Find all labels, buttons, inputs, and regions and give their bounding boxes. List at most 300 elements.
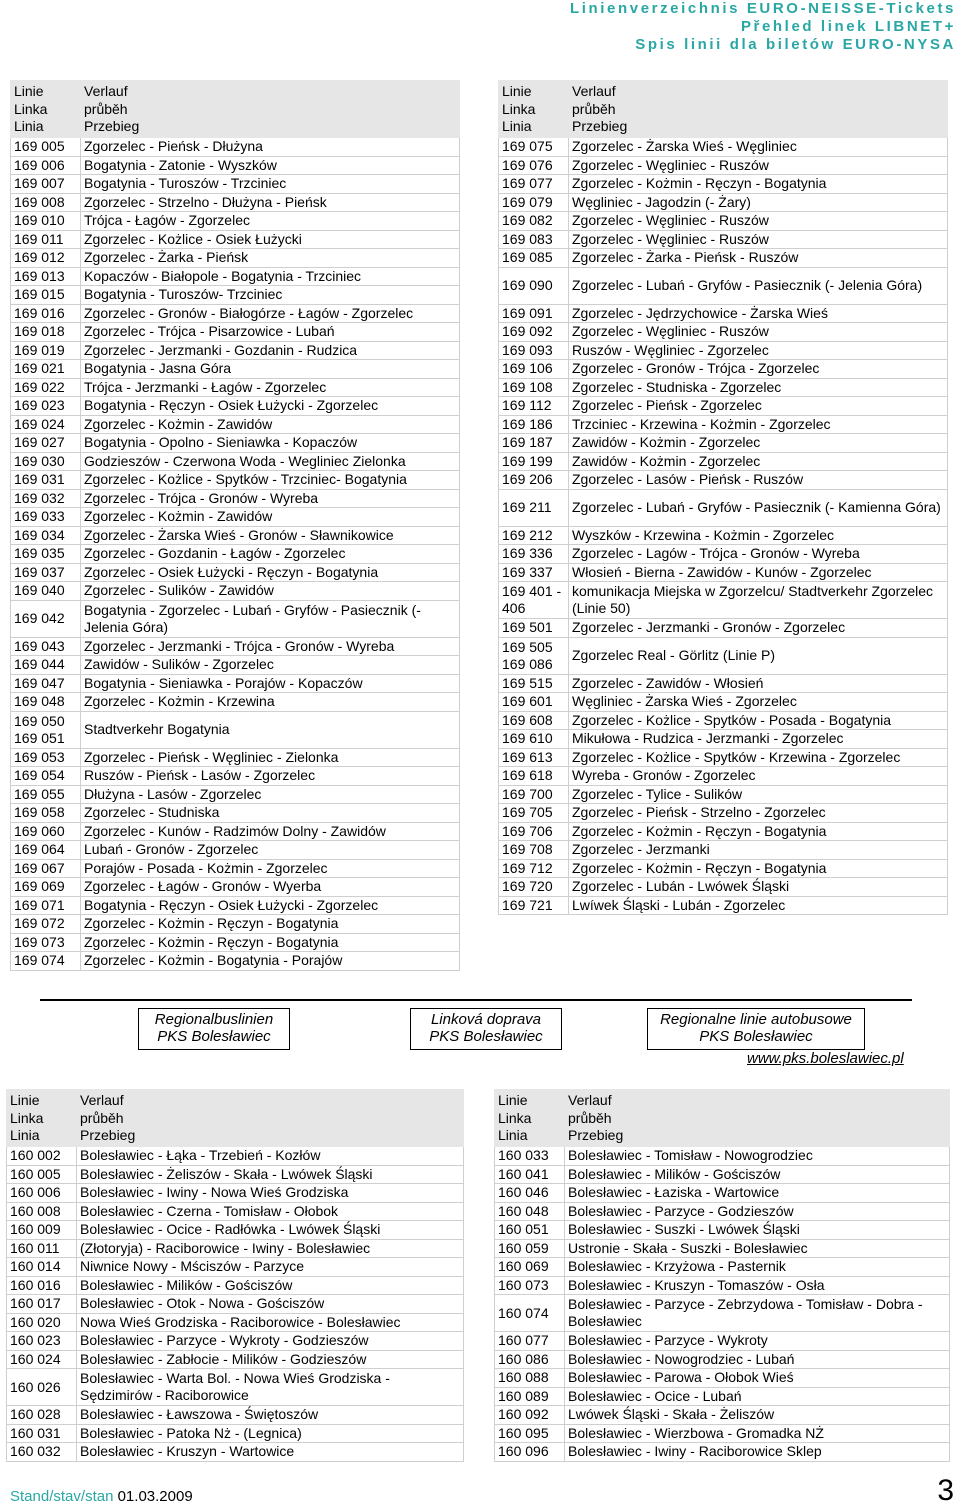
table-header-row	[499, 81, 948, 138]
line-number: 169 106	[499, 360, 569, 379]
line-number: 169 032	[11, 489, 81, 508]
table-row	[495, 1295, 950, 1332]
table-row	[499, 341, 948, 360]
table-row	[7, 1313, 464, 1332]
table-row	[11, 434, 460, 453]
footer-stan: stan	[85, 1488, 114, 1505]
table-row	[7, 1147, 464, 1166]
table-row	[11, 212, 460, 231]
header-line-code: Linie Linka Linia	[495, 1090, 565, 1147]
route-description: Bolesławiec - Ocice - Radłówka - Lwówek Śląski	[77, 1221, 464, 1240]
line-number: 169 006	[11, 156, 81, 175]
route-description: Bolesławiec - Łaziska - Wartowice	[565, 1184, 950, 1203]
line-number: 169 015	[11, 286, 81, 305]
table-row	[11, 563, 460, 582]
route-description: Zgorzelec - Sulików - Zawidów	[81, 582, 460, 601]
table-row	[499, 397, 948, 416]
table-row	[495, 1276, 950, 1295]
route-description: Zgorzelec - Węgliniec - Ruszów	[569, 323, 948, 342]
line-number: 169 008	[11, 193, 81, 212]
route-description: Bolesławiec - Kruszyn - Tomaszów - Osła	[565, 1276, 950, 1295]
operator-box-cz	[410, 1008, 562, 1050]
line-number: 169 022	[11, 378, 81, 397]
table-row	[499, 452, 948, 471]
line-number: 169 505 169 086	[499, 637, 569, 674]
table-row	[11, 397, 460, 416]
route-description: Zgorzelec - Kunów - Radzimów Dolny - Zawidów	[81, 822, 460, 841]
table-row	[11, 878, 460, 897]
route-description: Zgorzelec - Kożmin - Ręczyn - Bogatynia	[569, 175, 948, 194]
line-number: 169 618	[499, 767, 569, 786]
table-row	[495, 1184, 950, 1203]
route-description: Zgorzelec - Pieńsk - Strzelno - Zgorzelec	[569, 804, 948, 823]
operator-label-cz: Linková doprava	[430, 1011, 542, 1028]
table-row	[11, 471, 460, 490]
line-number: 160 031	[7, 1424, 77, 1443]
route-description: Trójca - Łagów - Zgorzelec	[81, 212, 460, 231]
table-row	[499, 360, 948, 379]
table-row	[499, 378, 948, 397]
header-line-code: Linie Linka Linia	[11, 81, 81, 138]
table-row	[7, 1295, 464, 1314]
operator-label-de: Regionalbuslinien	[154, 1011, 274, 1028]
route-description: Bogatynia - Opolno - Sieniawka - Kopaczów	[81, 434, 460, 453]
route-description: Zgorzelec - Kożlice - Spytków - Krzewina - Zgorzelec	[569, 748, 948, 767]
table-row	[11, 526, 460, 545]
table-row	[11, 452, 460, 471]
line-number: 169 012	[11, 249, 81, 268]
route-description: Nowa Wieś Grodziska - Raciborowice - Bolesławiec	[77, 1313, 464, 1332]
line-number: 169 212	[499, 526, 569, 545]
table-row	[495, 1221, 950, 1240]
route-description: Zgorzelec - Pieńsk - Dłużyna	[81, 138, 460, 157]
line-number: 160 028	[7, 1406, 77, 1425]
table-row	[495, 1202, 950, 1221]
route-description: Zgorzelec - Kożmin - Ręczyn - Bogatynia	[81, 933, 460, 952]
table-row	[11, 841, 460, 860]
line-number: 169 042	[11, 600, 81, 637]
route-description: Zgorzelec - Kożmin - Zawidów	[81, 415, 460, 434]
line-number: 169 608	[499, 711, 569, 730]
header-line-code: Linie Linka Linia	[7, 1090, 77, 1147]
line-number: 169 016	[11, 304, 81, 323]
line-number: 169 093	[499, 341, 569, 360]
line-number: 169 067	[11, 859, 81, 878]
line-number: 169 034	[11, 526, 81, 545]
route-description: Zgorzelec - Jerzmanki	[569, 841, 948, 860]
table-row	[11, 859, 460, 878]
route-description: Zgorzelec - Pieńsk - Węgliniec - Zielonka	[81, 748, 460, 767]
route-description: Ustronie - Skała - Suszki - Bolesławiec	[565, 1239, 950, 1258]
line-number: 160 024	[7, 1350, 77, 1369]
route-description: Zgorzelec - Trójca - Pisarzowice - Lubań	[81, 323, 460, 342]
table-row	[11, 582, 460, 601]
line-number: 169 186	[499, 415, 569, 434]
table-row	[499, 249, 948, 268]
table-row	[495, 1332, 950, 1351]
line-number: 169 079	[499, 193, 569, 212]
route-description: Godzieszów - Czerwona Woda - Wegliniec Zielonka	[81, 452, 460, 471]
table-row	[499, 785, 948, 804]
route-description: Zgorzelec - Gronów - Białogórze - Łagów - Zgorzelec	[81, 304, 460, 323]
table-row	[499, 582, 948, 619]
header-line-code: Linie Linka Linia	[499, 81, 569, 138]
table-row	[499, 767, 948, 786]
line-number: 160 069	[495, 1258, 565, 1277]
route-description: Zgorzelec - Pieńsk - Zgorzelec	[569, 397, 948, 416]
line-number: 160 016	[7, 1276, 77, 1295]
route-description: Bolesławiec - Otok - Nowa - Gościszów	[77, 1295, 464, 1314]
route-description: Bolesławiec - Żeliszów - Skała - Lwówek Śląski	[77, 1165, 464, 1184]
footer-date-value: 01.03.2009	[117, 1488, 193, 1505]
route-description: Bolesławiec - Patoka Nż - (Legnica)	[77, 1424, 464, 1443]
table-row	[11, 286, 460, 305]
header-title-pl: Spis linii dla biletów EURO-NYSA	[635, 36, 956, 53]
line-number: 160 002	[7, 1147, 77, 1166]
route-description: Zgorzelec - Osiek Łużycki - Ręczyn - Bogatynia	[81, 563, 460, 582]
table-row	[11, 508, 460, 527]
route-description: Bolesławiec - Parzyce - Zebrzydowa - Tomisław - Dobra - Bolesławiec	[565, 1295, 950, 1332]
table-row	[499, 859, 948, 878]
line-number: 169 007	[11, 175, 81, 194]
table-row	[11, 915, 460, 934]
table-row	[495, 1387, 950, 1406]
line-number: 169 112	[499, 397, 569, 416]
line-number: 169 613	[499, 748, 569, 767]
line-number: 160 026	[7, 1369, 77, 1406]
line-number: 169 211	[499, 489, 569, 526]
table-row	[11, 674, 460, 693]
table-row	[499, 526, 948, 545]
route-description: Zgorzelec - Kożmin - Krzewina	[81, 693, 460, 712]
route-description: Bolesławiec - Suszki - Lwówek Śląski	[565, 1221, 950, 1240]
route-description: Wyreba - Gronów - Zgorzelec	[569, 767, 948, 786]
operator-box-de	[138, 1008, 290, 1050]
table-row	[11, 711, 460, 748]
line-number: 169 337	[499, 563, 569, 582]
table-row	[11, 767, 460, 786]
route-description: Bolesławiec - Krzyżowa - Pasternik	[565, 1258, 950, 1277]
line-number: 169 030	[11, 452, 81, 471]
header-route: Verlauf průběh Przebieg	[569, 81, 948, 138]
route-table-bottom-left	[6, 1089, 464, 1462]
route-description: Zgorzelec - Węgliniec - Ruszów	[569, 212, 948, 231]
line-number: 160 074	[495, 1295, 565, 1332]
route-description: Zgorzelec - Kożmin - Ręczyn - Bogatynia	[569, 859, 948, 878]
line-number: 169 206	[499, 471, 569, 490]
route-description: Mikułowa - Rudzica - Jerzmanki - Zgorzelec	[569, 730, 948, 749]
route-description: Zgorzelec - Kożlice - Spytków - Posada - Bogatynia	[569, 711, 948, 730]
table-row	[495, 1406, 950, 1425]
table-row	[499, 489, 948, 526]
table-row	[495, 1424, 950, 1443]
route-description: Zgorzelec - Tylice - Sulików	[569, 785, 948, 804]
line-number: 169 031	[11, 471, 81, 490]
table-row	[499, 730, 948, 749]
route-description: Zgorzelec - Zawidów - Włosień	[569, 674, 948, 693]
route-description: Wyszków - Krzewina - Kożmin - Zgorzelec	[569, 526, 948, 545]
route-description: Dłużyna - Lasów - Zgorzelec	[81, 785, 460, 804]
table-row	[11, 656, 460, 675]
table-row	[11, 933, 460, 952]
route-description: Zgorzelec - Studniska	[81, 804, 460, 823]
table-row	[11, 193, 460, 212]
line-number: 169 054	[11, 767, 81, 786]
footer-stand: Stand	[10, 1488, 50, 1505]
line-number: 160 088	[495, 1369, 565, 1388]
operator-box-pl	[647, 1008, 865, 1050]
line-number: 160 014	[7, 1258, 77, 1277]
line-number: 169 033	[11, 508, 81, 527]
table-row	[11, 785, 460, 804]
route-description: Bogatynia - Jasna Góra	[81, 360, 460, 379]
table-row	[499, 711, 948, 730]
table-row	[7, 1276, 464, 1295]
line-number: 169 035	[11, 545, 81, 564]
table-row	[499, 138, 948, 157]
route-description: Bolesławiec - Czerna - Tomisław - Ołobok	[77, 1202, 464, 1221]
line-number: 169 043	[11, 637, 81, 656]
line-number: 169 336	[499, 545, 569, 564]
route-description: Bolesławiec - Parzyce - Godzieszów	[565, 1202, 950, 1221]
route-description: Bogatynia - Ręczyn - Osiek Łużycki - Zgorzelec	[81, 896, 460, 915]
line-number: 160 009	[7, 1221, 77, 1240]
line-number: 169 055	[11, 785, 81, 804]
header-route: Verlauf průběh Przebieg	[565, 1090, 950, 1147]
website-link[interactable]: www.pks.boleslawiec.pl	[747, 1050, 904, 1067]
route-description: Bolesławiec - Parzyce - Wykroty	[565, 1332, 950, 1351]
line-number: 169 076	[499, 156, 569, 175]
route-description: Stadtverkehr Bogatynia	[81, 711, 460, 748]
route-description: Zgorzelec - Jerzmanki - Gronów - Zgorzelec	[569, 619, 948, 638]
route-description: Włosień - Bierna - Zawidów - Kunów - Zgorzelec	[569, 563, 948, 582]
page-number: 3	[937, 1474, 954, 1507]
line-number: 169 018	[11, 323, 81, 342]
table-row	[7, 1221, 464, 1240]
table-row	[7, 1184, 464, 1203]
table-row	[7, 1258, 464, 1277]
route-description: Zawidów - Kożmin - Zgorzelec	[569, 434, 948, 453]
line-number: 160 096	[495, 1443, 565, 1462]
table-row	[499, 674, 948, 693]
table-row	[11, 323, 460, 342]
table-row	[7, 1202, 464, 1221]
route-description: Zgorzelec - Kożmin - Bogatynia - Porajów	[81, 952, 460, 971]
table-row	[499, 471, 948, 490]
table-row	[499, 804, 948, 823]
table-row	[499, 841, 948, 860]
footer-date: Stand/stav/stan 01.03.2009	[10, 1488, 193, 1505]
line-number: 160 051	[495, 1221, 565, 1240]
route-description: Ruszów - Pieńsk - Lasów - Zgorzelec	[81, 767, 460, 786]
line-number: 169 601	[499, 693, 569, 712]
table-row	[11, 230, 460, 249]
table-row	[11, 896, 460, 915]
table-row	[499, 193, 948, 212]
route-description: Trójca - Jerzmanki - Łagów - Zgorzelec	[81, 378, 460, 397]
line-number: 169 053	[11, 748, 81, 767]
route-description: Kopaczów - Białopole - Bogatynia - Trzciniec	[81, 267, 460, 286]
line-number: 169 092	[499, 323, 569, 342]
line-number: 160 046	[495, 1184, 565, 1203]
table-row	[499, 415, 948, 434]
line-number: 160 032	[7, 1443, 77, 1462]
header-route: Verlauf průběh Przebieg	[77, 1090, 464, 1147]
line-number: 169 050 169 051	[11, 711, 81, 748]
table-row	[11, 304, 460, 323]
line-number: 169 090	[499, 267, 569, 304]
route-table-bottom-right	[494, 1089, 950, 1462]
operator-name-cz: PKS Bolesławiec	[429, 1028, 543, 1045]
route-description: Zgorzelec - Węgliniec - Ruszów	[569, 156, 948, 175]
table-row	[11, 360, 460, 379]
line-number: 169 199	[499, 452, 569, 471]
line-number: 169 010	[11, 212, 81, 231]
line-number: 169 074	[11, 952, 81, 971]
route-description: Zawidów - Kożmin - Zgorzelec	[569, 452, 948, 471]
table-row	[495, 1369, 950, 1388]
route-description: Zgorzelec - Studniska - Zgorzelec	[569, 378, 948, 397]
route-description: Zgorzelec - Trójca - Gronów - Wyreba	[81, 489, 460, 508]
table-row	[499, 304, 948, 323]
route-description: Zgorzelec - Lagów - Trójca - Gronów - Wyreba	[569, 545, 948, 564]
route-description: Porajów - Posada - Kożmin - Zgorzelec	[81, 859, 460, 878]
table-row	[495, 1350, 950, 1369]
operator-label-pl: Regionalne linie autobusowe	[660, 1011, 852, 1028]
route-description: komunikacja Miejska w Zgorzelcu/ Stadtverkehr Zgorzelec (Linie 50)	[569, 582, 948, 619]
header-title-cz: Přehled linek LIBNET+	[740, 18, 956, 35]
line-number: 169 515	[499, 674, 569, 693]
table-row	[11, 748, 460, 767]
table-row	[11, 415, 460, 434]
line-number: 169 705	[499, 804, 569, 823]
route-description: Bogatynia - Sieniawka - Porajów - Kopaczów	[81, 674, 460, 693]
route-description: Bolesławiec - Parzyce - Wykroty - Godzieszów	[77, 1332, 464, 1351]
table-row	[499, 563, 948, 582]
route-description: Bolesławiec - Milików - Gościszów	[77, 1276, 464, 1295]
route-description: Niwnice Nowy - Mściszów - Parzyce	[77, 1258, 464, 1277]
line-number: 169 085	[499, 249, 569, 268]
line-number: 169 401 - 406	[499, 582, 569, 619]
line-number: 169 187	[499, 434, 569, 453]
line-number: 169 044	[11, 656, 81, 675]
line-number: 169 048	[11, 693, 81, 712]
route-description: Zgorzelec - Lubań - Gryfów - Pasiecznik (- Kamienna Góra)	[569, 489, 948, 526]
line-number: 169 075	[499, 138, 569, 157]
route-description: Węgliniec - Jagodzin (- Żary)	[569, 193, 948, 212]
line-number: 160 005	[7, 1165, 77, 1184]
route-description: Węgliniec - Żarska Wieś - Zgorzelec	[569, 693, 948, 712]
table-row	[499, 175, 948, 194]
line-number: 169 027	[11, 434, 81, 453]
route-description: Zgorzelec - Gozdanin - Łagów - Zgorzelec	[81, 545, 460, 564]
table-row	[495, 1165, 950, 1184]
line-number: 169 501	[499, 619, 569, 638]
operator-name-pl: PKS Bolesławiec	[699, 1028, 813, 1045]
line-number: 169 013	[11, 267, 81, 286]
line-number: 160 086	[495, 1350, 565, 1369]
header-route: Verlauf průběh Przebieg	[81, 81, 460, 138]
footer-stav: stav	[53, 1488, 81, 1505]
line-number: 160 073	[495, 1276, 565, 1295]
route-table-top-right	[498, 80, 948, 915]
table-row	[495, 1239, 950, 1258]
route-description: Bolesławiec - Nowogrodziec - Lubań	[565, 1350, 950, 1369]
route-description: Zgorzelec - Jerzmanki - Trójca - Gronów - Wyreba	[81, 637, 460, 656]
route-description: Zgorzelec - Żarska Wieś - Węgliniec	[569, 138, 948, 157]
line-number: 160 059	[495, 1239, 565, 1258]
route-description: Zgorzelec Real - Görlitz (Linie P)	[569, 637, 948, 674]
route-description: Bogatynia - Turoszów - Trzciniec	[81, 175, 460, 194]
route-description: Zgorzelec - Jerzmanki - Gozdanin - Rudzica	[81, 341, 460, 360]
line-number: 169 108	[499, 378, 569, 397]
header-title-de: Linienverzeichnis EURO-NEISSE-Tickets	[569, 0, 956, 17]
line-number: 169 610	[499, 730, 569, 749]
table-row	[11, 489, 460, 508]
table-row	[7, 1165, 464, 1184]
route-description: Zgorzelec - Żarka - Pieńsk	[81, 249, 460, 268]
route-description: Ruszów - Węgliniec - Zgorzelec	[569, 341, 948, 360]
route-description: Bolesławiec - Iwiny - Nowa Wieś Grodziska	[77, 1184, 464, 1203]
line-number: 169 071	[11, 896, 81, 915]
route-description: Zgorzelec - Kożmin - Zawidów	[81, 508, 460, 527]
table-row	[11, 804, 460, 823]
route-description: Zawidów - Sulików - Zgorzelec	[81, 656, 460, 675]
line-number: 169 047	[11, 674, 81, 693]
table-row	[7, 1239, 464, 1258]
line-number: 160 023	[7, 1332, 77, 1351]
route-description: Zgorzelec - Łagów - Gronów - Wyerba	[81, 878, 460, 897]
line-number: 169 037	[11, 563, 81, 582]
table-row	[499, 323, 948, 342]
line-number: 169 058	[11, 804, 81, 823]
table-row	[11, 267, 460, 286]
line-number: 160 092	[495, 1406, 565, 1425]
table-row	[499, 748, 948, 767]
line-number: 169 072	[11, 915, 81, 934]
table-row	[499, 896, 948, 915]
route-description: Zgorzelec - Kożlice - Osiek Łużycki	[81, 230, 460, 249]
line-number: 169 720	[499, 878, 569, 897]
table-row	[11, 378, 460, 397]
table-row	[495, 1258, 950, 1277]
table-row	[499, 545, 948, 564]
line-number: 169 077	[499, 175, 569, 194]
table-row	[499, 637, 948, 674]
table-row	[499, 434, 948, 453]
route-description: Zgorzelec - Żarska Wieś - Gronów - Sławnikowice	[81, 526, 460, 545]
line-number: 160 008	[7, 1202, 77, 1221]
table-row	[11, 545, 460, 564]
route-description: Lubań - Gronów - Zgorzelec	[81, 841, 460, 860]
route-description: Trzciniec - Krzewina - Kożmin - Zgorzelec	[569, 415, 948, 434]
line-number: 169 721	[499, 896, 569, 915]
route-table-top-left	[10, 80, 460, 971]
line-number: 169 073	[11, 933, 81, 952]
route-description: Bolesławiec - Ocice - Lubań	[565, 1387, 950, 1406]
line-number: 169 023	[11, 397, 81, 416]
table-row	[11, 952, 460, 971]
table-row	[7, 1406, 464, 1425]
line-number: 169 060	[11, 822, 81, 841]
table-row	[7, 1350, 464, 1369]
table-row	[11, 156, 460, 175]
route-description: Bolesławiec - Ławszowa - Świętoszów	[77, 1406, 464, 1425]
route-description: Zgorzelec - Lubań - Gryfów - Pasiecznik (- Jelenia Góra)	[569, 267, 948, 304]
line-number: 169 040	[11, 582, 81, 601]
line-number: 169 005	[11, 138, 81, 157]
line-number: 169 024	[11, 415, 81, 434]
